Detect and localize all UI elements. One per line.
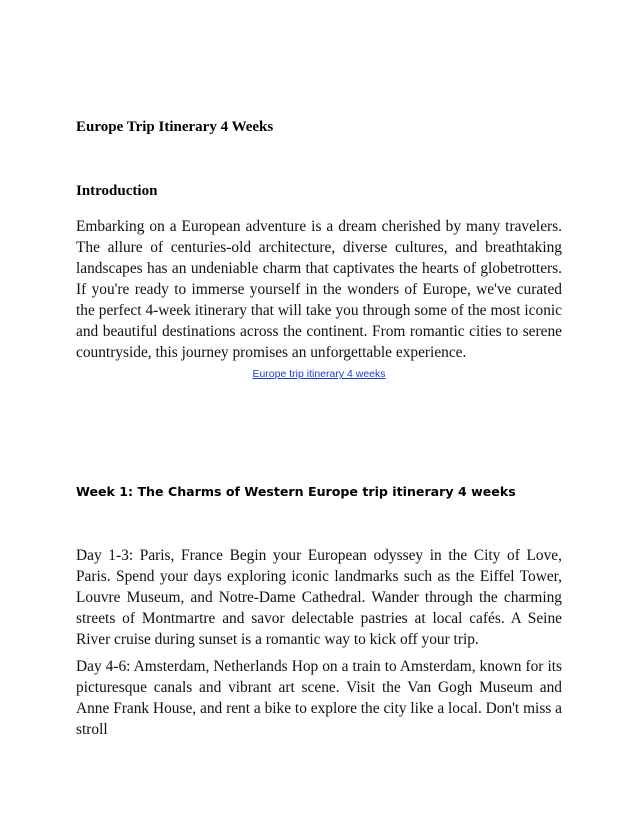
document-title: Europe Trip Itinerary 4 Weeks (76, 119, 274, 135)
itinerary-link-container (0, 368, 638, 380)
introduction-paragraph: Embarking on a European adventure is a dream cherished by many travelers. The allure of centuries-old architecture, diverse cultures, and breathtaking landscapes has an undeniable charm that captivates the hearts of globetrotters. If you're ready to immerse yourself in the wonders of Europe, we've curated the perfect 4-week itinerary that will take you through some of the most iconic and beautiful destinations across the continent. From romantic cities to serene countryside, this journey promises an unforgettable experience. (76, 218, 562, 361)
introduction-heading: Introduction (76, 183, 158, 199)
day-4-6-paragraph: Day 4-6: Amsterdam, Netherlands Hop on a train to Amsterdam, known for its picturesque canals and vibrant art scene. Visit the Van Gogh Museum and Anne Frank House, and rent a bike to explore the city like a local. Don't miss a stroll (76, 658, 562, 738)
day-1-3-paragraph: Day 1-3: Paris, France Begin your European odyssey in the City of Love, Paris. Spend your days exploring iconic landmarks such as the Eiffel Tower, Louvre Museum, and Notre-Dame Cathedral. Wander through the charming streets of Montmartre and savor delectable pastries at local cafés. A Seine River cruise during sunset is a romantic way to kick off your trip. (76, 547, 562, 648)
itinerary-link[interactable]: Europe trip itinerary 4 weeks (252, 368, 386, 380)
week1-heading: Week 1: The Charms of Western Europe trip itinerary 4 weeks (76, 484, 516, 499)
